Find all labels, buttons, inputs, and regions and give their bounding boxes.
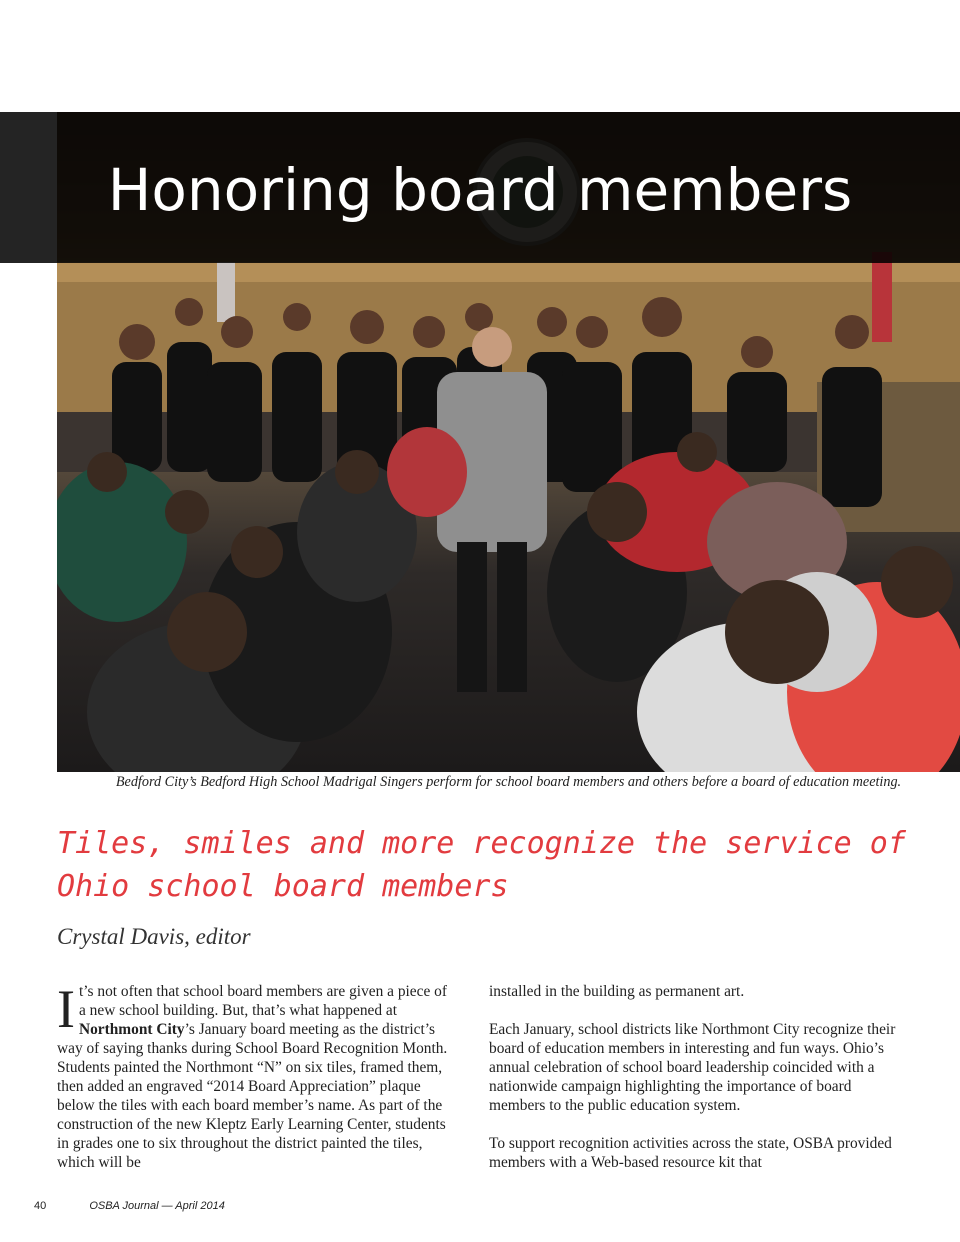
journal-name: OSBA Journal — April 2014 [89,1200,225,1212]
paragraph: To support recognition activities across the state, OSBA provided members with a Web-based resource kit that [489,1135,892,1171]
district-name: Northmont City [78,1021,185,1038]
paragraph: Each January, school districts like Northmont City recognize their board of education members in interesting and fun ways. Ohio’s annual celebration of school board leadership coincided with a nationwide campaign highlighting the importance of board members to the public education system. [489,1021,896,1114]
page-title: Honoring board members [107,156,853,224]
article-column-2 [489,982,909,1191]
article-column-1 [57,979,457,1191]
article-headline: Tiles, smiles and more recognize the service of Ohio school board members [57,826,906,904]
paragraph: installed in the building as permanent art. [489,983,745,1000]
paragraph [57,979,457,1172]
drop-cap: I [57,979,75,1039]
paragraph-text: ’s January board meeting as the district’s way of saying thanks during School Board Recognition Month. Students painted the Northmont “N” on six tiles, framed them, then added an engraved “2014 Board Appreciation” plaque below the tiles with each board member’s name. As part of the construction of the new Kleptz Early Learning Center, students in grades one to six throughout the district painted the tiles, which will be [57,1021,448,1171]
paragraph-text: t’s not often that school board members are given a piece of a new school building. But, that’s what happened at [78,983,447,1019]
page-footer [34,1200,225,1212]
article-byline: Crystal Davis, editor [57,924,251,949]
photo-caption: Bedford City’s Bedford High School Madrigal Singers perform for school board members and others before a board of education meeting. [115,774,902,790]
page-number: 40 [34,1200,47,1212]
